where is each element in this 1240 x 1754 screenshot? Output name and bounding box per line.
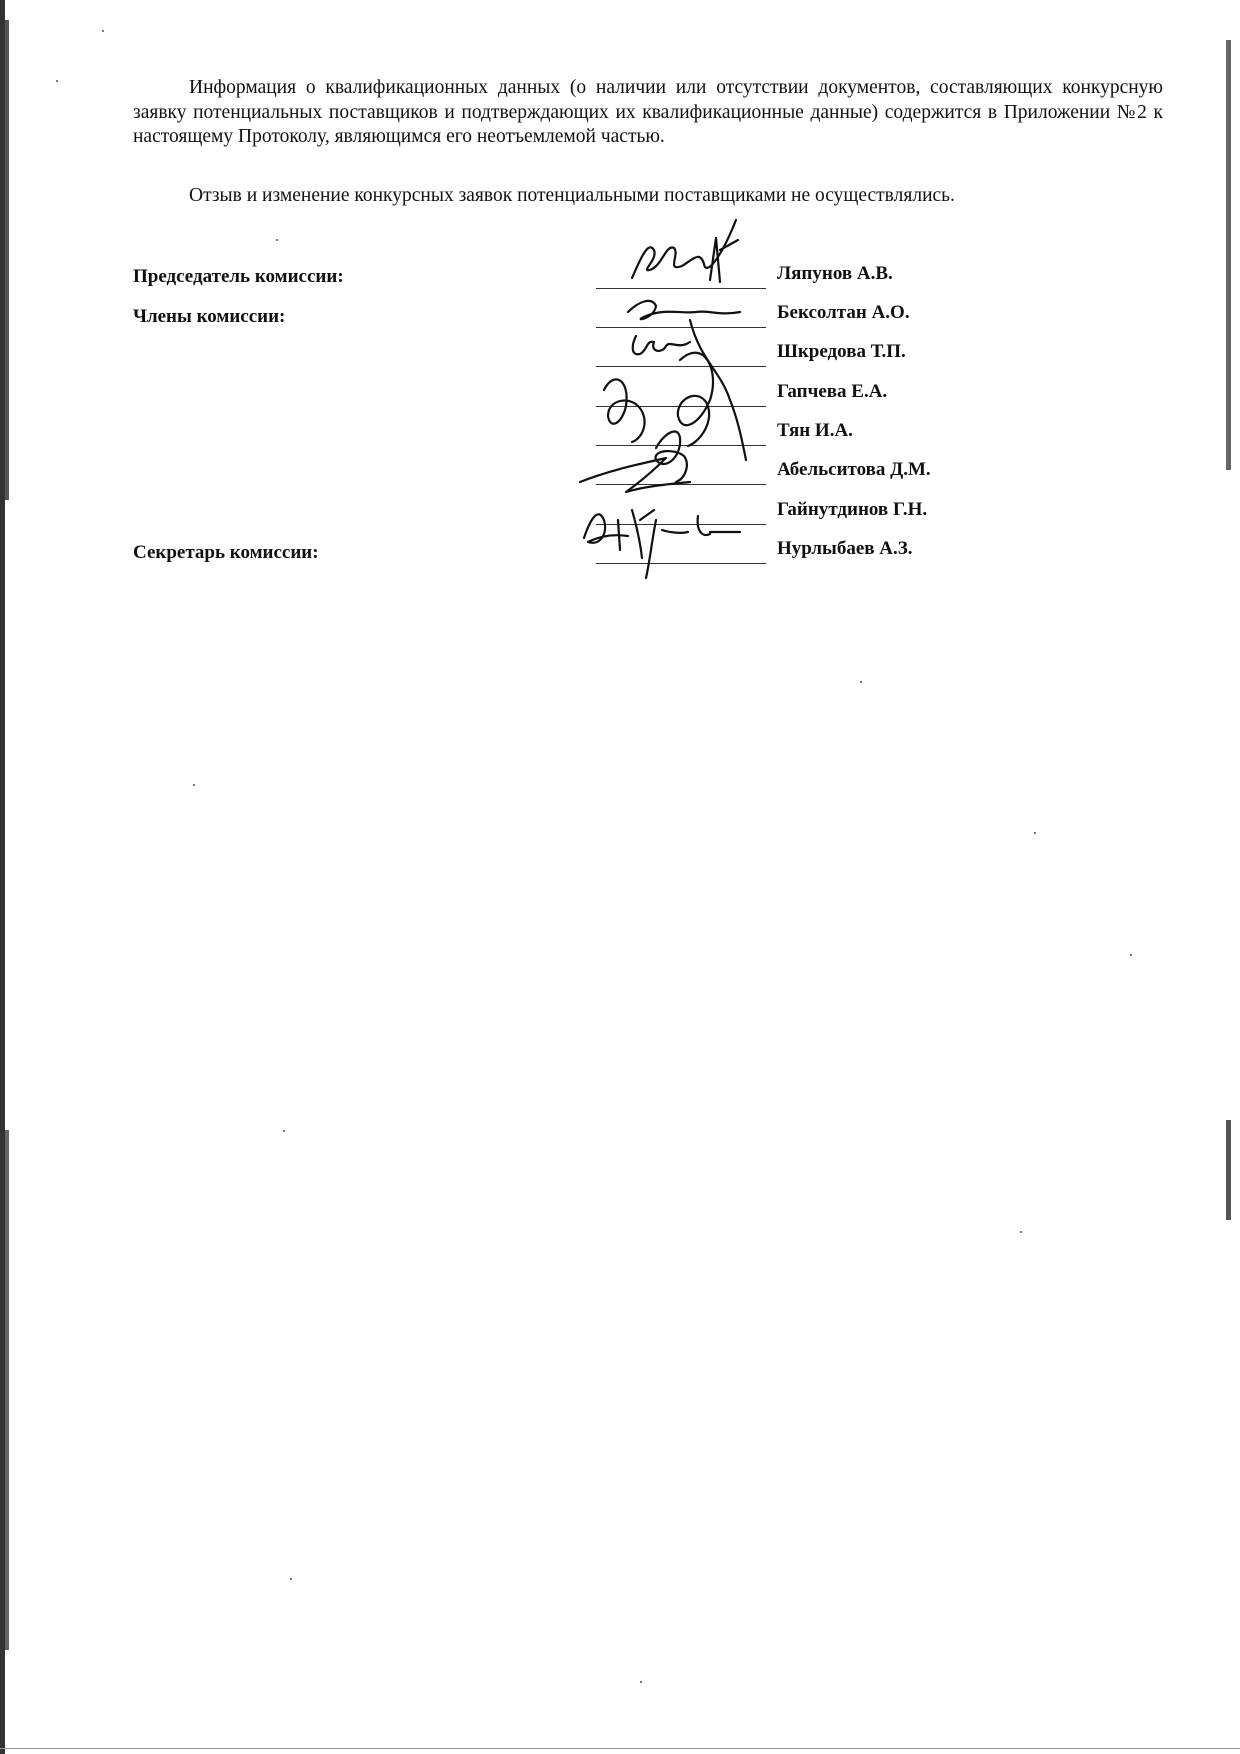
scan-speck	[290, 1578, 292, 1580]
scan-mark-left-lower	[5, 1130, 9, 1650]
scan-mark-left-upper	[5, 20, 9, 500]
signatory-name: Гапчева Е.А.	[777, 381, 888, 402]
signatory-name: Шкредова Т.П.	[777, 341, 906, 362]
scan-speck	[56, 80, 58, 82]
signatory-name: Ляпунов А.В.	[777, 263, 893, 284]
scan-edge-bottom	[0, 1748, 1240, 1749]
signature-member-2	[633, 336, 690, 354]
scan-speck	[283, 1130, 285, 1132]
signatory-name: Абельситова Д.М.	[777, 459, 931, 480]
scan-speck	[102, 30, 104, 32]
scan-speck	[640, 1681, 642, 1683]
signatory-name: Тян И.А.	[777, 420, 853, 441]
scan-speck	[1130, 954, 1132, 956]
scan-mark-right-upper	[1226, 40, 1231, 470]
signatory-name: Гайнутдинов Г.Н.	[777, 499, 928, 520]
scan-speck	[276, 239, 278, 241]
scan-speck	[1034, 832, 1036, 834]
signature-member-6	[580, 458, 690, 492]
handwritten-signatures	[570, 220, 770, 600]
signatory-name: Нурлыбаев А.З.	[777, 538, 913, 559]
members-label: Члены комиссии:	[133, 306, 286, 327]
signature-member-4	[604, 379, 645, 442]
signature-member-5	[656, 432, 687, 482]
scan-speck	[1020, 1231, 1022, 1233]
scan-speck	[860, 681, 862, 683]
qualification-info-paragraph: Информация о квалификационных данных (о наличии или отсутствии документов, составляющих конкурсную заявку потенциальных поставщиков и подтверждающих их квалификационные данные) содержится в Приложении №2 к настоящему Протоколу, являющимся его неотъемлемой частью.	[133, 77, 1163, 147]
chairman-label: Председатель комиссии:	[133, 266, 344, 287]
signature-member-1	[628, 301, 740, 319]
withdrawal-info-paragraph: Отзыв и изменение конкурсных заявок потенциальными поставщиками не осуществлялись.	[189, 185, 955, 206]
scan-mark-right-lower	[1226, 1120, 1231, 1220]
secretary-label: Секретарь комиссии:	[133, 542, 319, 563]
scan-speck	[193, 784, 195, 786]
signature-member-3	[678, 353, 713, 446]
signature-secretary	[584, 510, 740, 558]
signatory-name: Бексолтан А.О.	[777, 302, 910, 323]
